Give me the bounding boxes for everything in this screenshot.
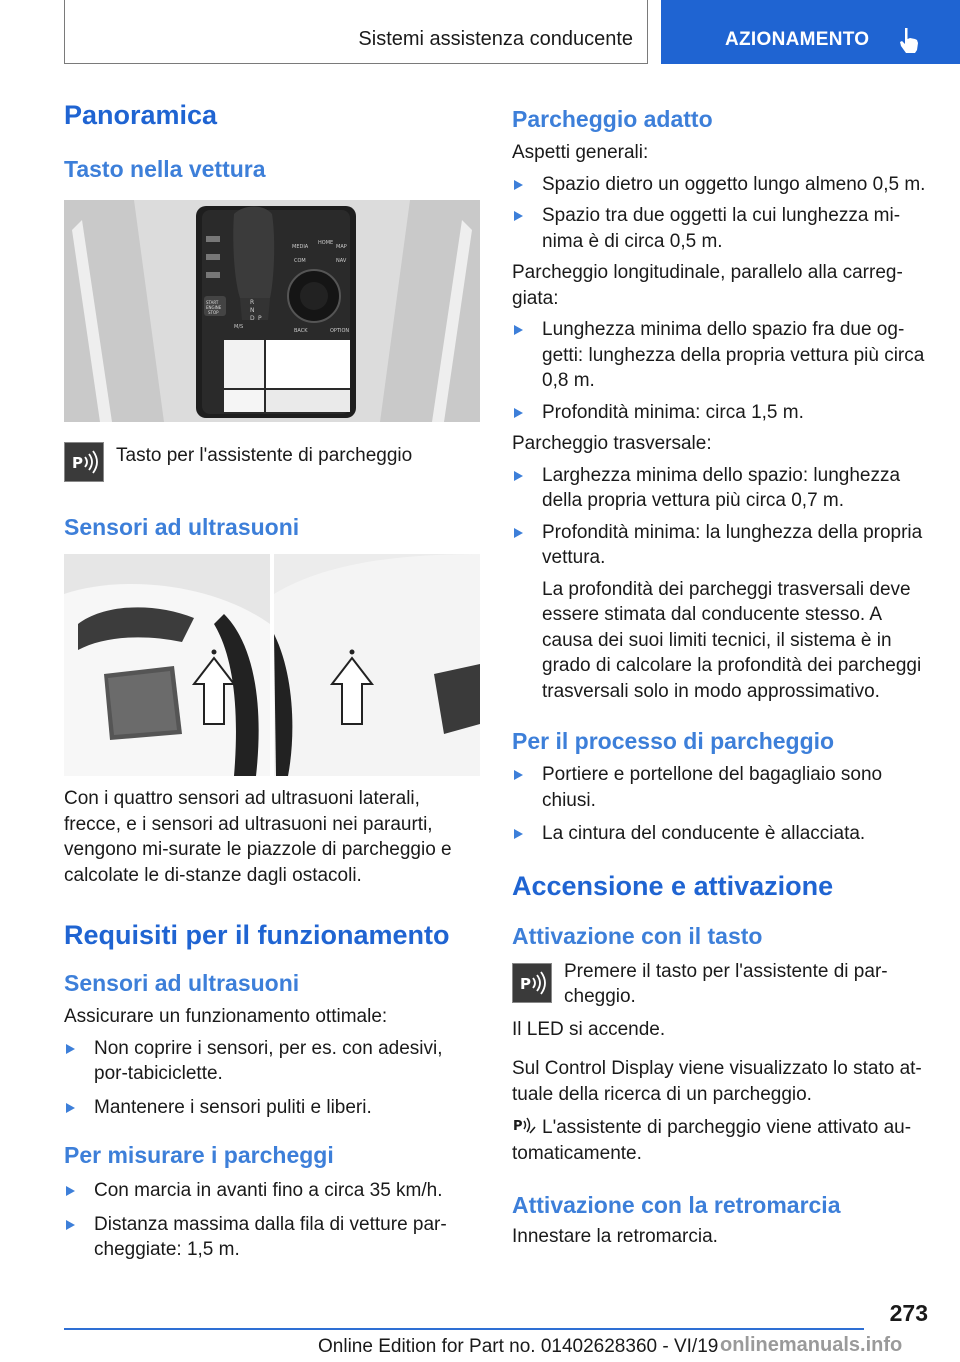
list-item: Non coprire i sensori, per es. con adesivi, por-tabiciclette.	[64, 1036, 480, 1087]
list-item: Profondità minima: circa 1,5 m.	[512, 400, 930, 426]
list-item: Profondità minima: la lunghezza della propria vettura.	[512, 520, 930, 571]
console-label-home: HOME	[318, 240, 334, 246]
trasv-note: La profondità dei parcheggi trasversali deve essere stimata dal conducente stesso. A causa dei suoi limiti tecnici, il sistema è in grado di calcolare la profondità dei parcheggi trasversali solo in modo approssimativo.	[542, 578, 922, 702]
console-label-map: MAP	[336, 244, 347, 250]
console-label-nav: NAV	[336, 258, 347, 264]
trasversale-text: Parcheggio trasversale:	[512, 433, 712, 454]
list-item: Distanza massima dalla fila di vetture par-cheggiate: 1,5 m.	[64, 1212, 480, 1263]
console-illustration	[64, 200, 480, 422]
innestare-text: Innestare la retromarcia.	[512, 1226, 718, 1247]
led-text: Il LED si accende.	[512, 1018, 666, 1040]
svg-text:P: P	[72, 454, 83, 472]
bumper-illustration	[64, 554, 480, 776]
console-photo	[64, 200, 480, 422]
bumper-photo	[64, 554, 480, 776]
list-item: Portiere e portellone del bagagliaio sono chiusi.	[512, 762, 930, 813]
console-label-start: START	[206, 300, 219, 305]
console-label-stop: STOP	[208, 310, 219, 315]
list-item: Mantenere i sensori puliti e liberi.	[64, 1095, 480, 1121]
console-label-back: BACK	[294, 328, 308, 334]
right-column	[512, 98, 930, 1250]
list-item: Larghezza minima dello spazio: lunghezza della propria vettura più circa 0,7 m.	[512, 463, 930, 514]
header-section-title: Sistemi assistenza conducente	[358, 28, 633, 50]
heading-accensione: Accensione e attivazione	[512, 870, 834, 901]
page-number: 273	[889, 1300, 928, 1326]
heading-panoramica: Panoramica	[64, 100, 218, 130]
key-caption-row	[64, 442, 480, 484]
console-label-engine: ENGINE	[206, 305, 222, 310]
heading-sensori-2: Sensori ad ultrasuoni	[64, 970, 300, 996]
parking-assistant-display-icon	[512, 1115, 536, 1135]
misurare-list	[64, 1178, 480, 1263]
list-item: Con marcia in avanti fino a circa 35 km/h.	[64, 1178, 480, 1204]
console-label-d: D	[250, 315, 255, 322]
premere-text: Premere il tasto per l'assistente di par-cheggio.	[564, 960, 888, 1007]
premere-row	[512, 959, 930, 1011]
header-section-box	[64, 0, 648, 64]
heading-adatto: Parcheggio adatto	[512, 106, 713, 132]
console-label-r: R	[250, 299, 255, 306]
svg-text:P: P	[513, 1119, 523, 1134]
list-item: Spazio tra due oggetti la cui lunghezza mi-nima è di circa 0,5 m.	[512, 203, 930, 254]
list-item: La cintura del conducente è allacciata.	[512, 821, 930, 847]
parking-assistant-key-icon	[64, 442, 104, 482]
header-chapter-title: AZIONAMENTO	[725, 29, 870, 50]
edition-text: Online Edition for Part no. 01402628360 - VI/19	[318, 1336, 719, 1357]
console-label-p: P	[258, 315, 262, 322]
key-caption: Tasto per l'assistente di parcheggio	[116, 445, 413, 466]
long-list	[512, 317, 930, 425]
console-label-option: OPTION	[330, 328, 350, 334]
longitudinale-text: Parcheggio longitudinale, parallelo alla carreg-giata:	[512, 262, 903, 309]
hand-pointer-icon	[897, 26, 921, 54]
trasv-list	[512, 463, 930, 571]
console-label-ms: M/S	[234, 324, 244, 330]
left-column	[64, 98, 480, 1263]
parking-assistant-key-icon	[512, 963, 552, 1003]
console-label-com: COM	[294, 258, 306, 264]
svg-text:P: P	[520, 974, 531, 993]
heading-tasto-vettura: Tasto nella vettura	[64, 156, 266, 182]
sensori-text: Con i quattro sensori ad ultrasuoni laterali, frecce, e i sensori ad ultrasuoni nei paraurti, vengono mi-surate le piazzole di parcheggio e calcolate le di-stanze dagli ostacoli.	[64, 788, 452, 886]
aspetti-text: Aspetti generali:	[512, 142, 649, 163]
heading-processo: Per il processo di parcheggio	[512, 728, 835, 754]
watermark-site: onlinemanuals.info	[720, 1334, 903, 1356]
heading-requisiti: Requisiti per il funzionamento	[64, 920, 450, 950]
console-label-media: MEDIA	[292, 244, 309, 250]
heading-att-tasto: Attivazione con il tasto	[512, 922, 763, 949]
sensori-list	[64, 1036, 480, 1121]
heading-sensori: Sensori ad ultrasuoni	[64, 514, 300, 540]
header-chapter-tab	[661, 0, 960, 64]
attivato-row	[512, 1115, 930, 1166]
list-item: Lunghezza minima dello spazio fra due og-getti: lunghezza della propria vettura più circa 0,8 m.	[512, 317, 930, 394]
control-display-text: Sul Control Display viene visualizzato lo stato at-tuale della ricerca di un parcheggio.	[512, 1058, 922, 1105]
heading-misurare: Per misurare i parcheggi	[64, 1142, 334, 1168]
list-item: Spazio dietro un oggetto lungo almeno 0,5 m.	[512, 172, 930, 198]
assicurare-text: Assicurare un funzionamento ottimale:	[64, 1006, 388, 1027]
console-label-n: N	[250, 307, 255, 314]
footer-divider	[64, 1328, 864, 1330]
processo-list	[512, 762, 930, 847]
heading-att-retro: Attivazione con la retromarcia	[512, 1192, 841, 1218]
attivato-text: L'assistente di parcheggio viene attivato au-tomaticamente.	[512, 1117, 912, 1164]
aspetti-list	[512, 172, 930, 255]
